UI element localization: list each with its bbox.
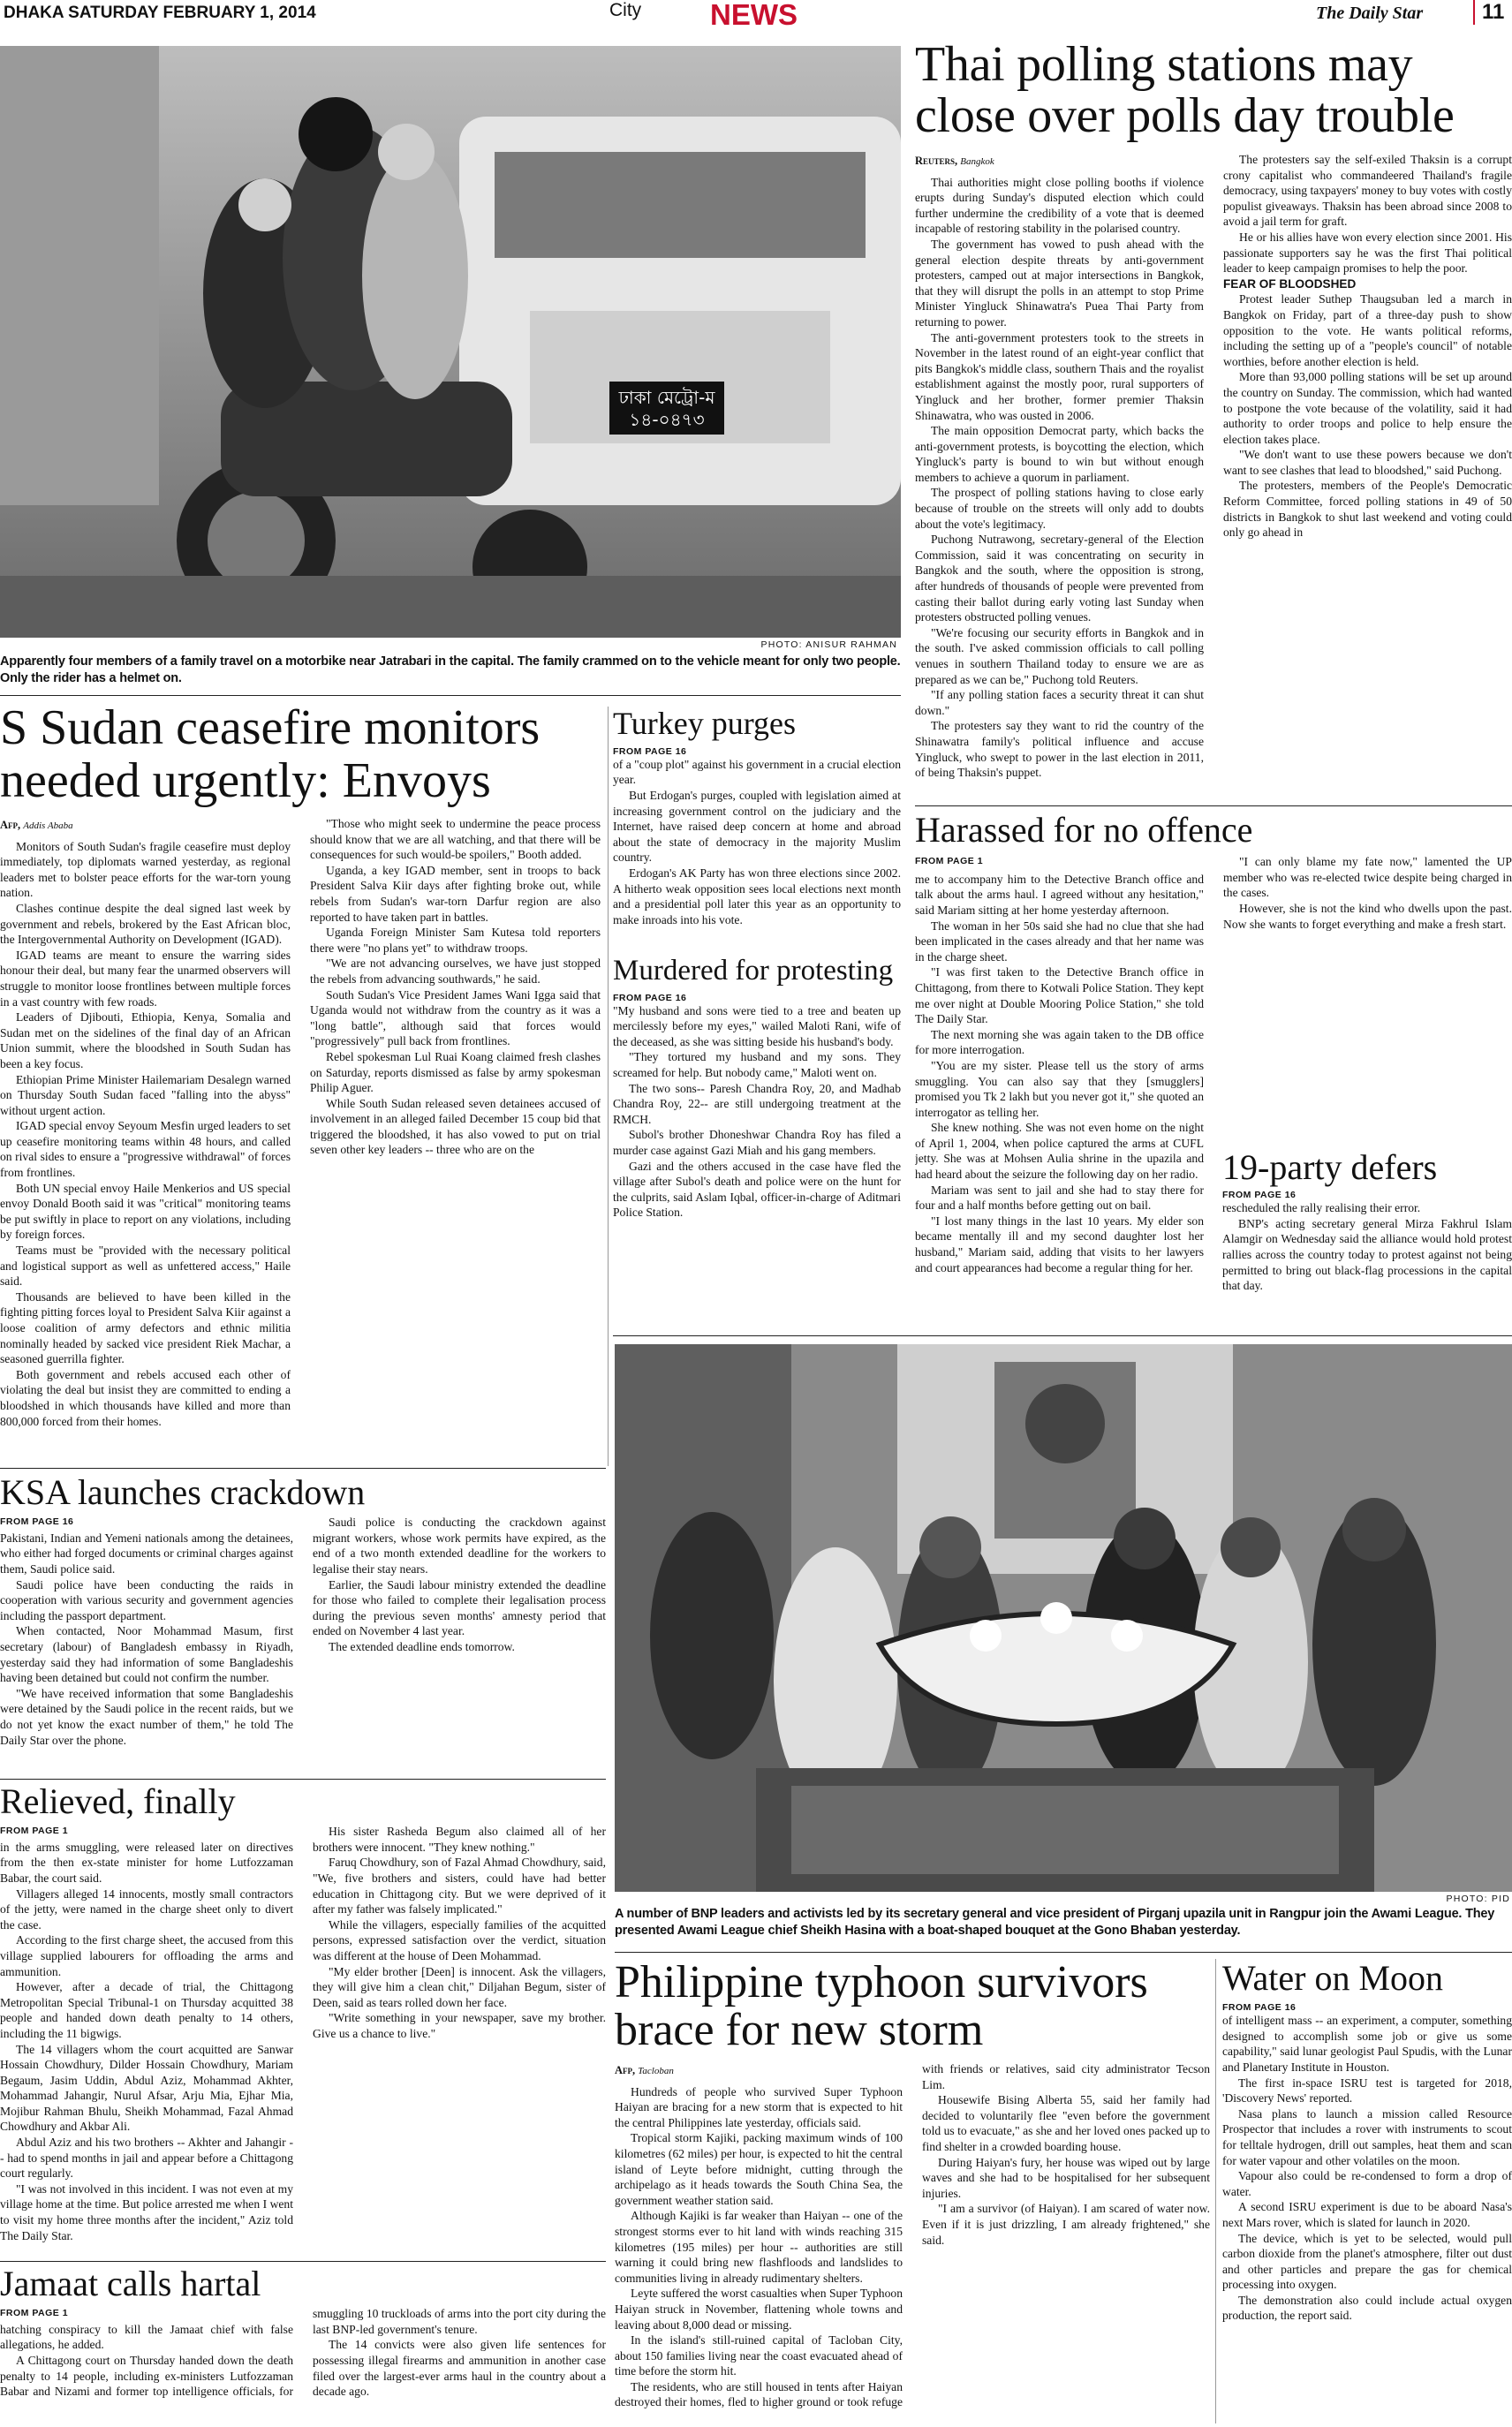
jump-label: FROM PAGE 1 [0, 2308, 69, 2319]
divider [0, 2261, 606, 2262]
paragraph: Monitors of South Sudan's fragile ceasefire must deploy immediately, top diplomats warned yesterday, as regional leaders met to bolster peace efforts for the war-torn young nation. [0, 839, 291, 900]
paragraph: Saudi police is conducting the crackdown against migrant workers, whose work permits have expired, as the end of a two month extended deadline for the workers to legalise their stay nears. [313, 1516, 606, 1576]
headline: Turkey purges [613, 707, 797, 741]
headline: 19-party defers [1222, 1148, 1438, 1187]
paragraph: "We don't want to use these powers because we don't want to see clashes that lead to bloodshed," said Puchong. [1223, 448, 1512, 477]
paragraph: "We're focusing our security efforts in Bangkok and in the south. I've asked commission officials to call polling venues in southern Thailand today to ensure we are as prepared as we can be," Puchong told Reuters. [915, 625, 1204, 686]
paragraph: Thai authorities might close polling booths if violence erupts during Sunday's disputed election which could further undermine the credibility of a vote that is deemed incapable of restoring stability in the polarised country. [915, 175, 1204, 236]
paragraph: Puchong Nutrawong, secretary-general of the Election Commission, said it was concentrating on security in Bangkok and the south, where the opposition is strong, after hundreds of thousands of people were prevented from casting their ballot during early voting last Sunday when protesters obstructed polling venues. [915, 533, 1204, 624]
paragraph: The 14 convicts were also given life sentences for possessing illegal firearms and ammunition in another case filed over the largest-ever arms haul in the country about a decade ago. [313, 2338, 606, 2399]
paragraph: A Chittagong court on Thursday handed down the death penalty to 14 people, including ex-ministers Lutfozzaman Babar and Nizami and former top intelligence officials, for smuggling 10 truckloads of arms into the port city during the last BNP-led government's tenure. [0, 2307, 606, 2399]
paragraph: The demonstration also could include actual oxygen production, the report said. [1222, 2293, 1512, 2323]
article-body [0, 816, 601, 1434]
newspaper-logo: The Daily Star [1316, 4, 1424, 23]
paragraph: However, she is not the kind who dwells upon the past. Now she wants to forget everything and make a fresh start. [1223, 901, 1512, 931]
paragraph: "You are my sister. Please tell us the story of arms smuggling. You can also say that they [smugglers] promised you Tk 2 lakh but you never got it," she quoted an interrogator as telling her. [915, 1058, 1204, 1119]
jump-label: FROM PAGE 1 [915, 856, 984, 867]
column-rule [1215, 1959, 1216, 2423]
paragraph: The anti-government protesters took to the streets in November in the latest round of an eight-year conflict that pits Bangkok's middle class, southern Thais and the royalist establishment against the mostly poor, rural supporters of Yingluck and her brother, former premier Thaksin Shinawatra, who was ousted in 2006. [915, 330, 1204, 422]
paragraph: Both UN special envoy Haile Menkerios and US special envoy Donald Booth said it was "critical" monitoring teams be put swiftly in place to report on any violations, including by foreign forces. [0, 1181, 291, 1242]
paragraph: "I am a survivor (of Haiyan). I am scared of water now. Even if it is just drizzling, I am already frightened," she said. [922, 2202, 1210, 2247]
paragraph: Nasa plans to launch a mission called Resource Prospector that includes a rover with instruments to scout for telltale hydrogen, drill out samples, heat them and scan for water vapour and other volatiles on the moon. [1222, 2106, 1512, 2167]
section-name: City [609, 0, 642, 20]
paragraph: IGAD special envoy Seyoum Mesfin urged leaders to set up ceasefire monitoring teams within 48 hours, and called on rival sides to ensure a "progressive withdrawal" of forces from frontlines. [0, 1119, 291, 1180]
paragraph: in the arms smuggling, were released later on directives from the then ex-state minister for home Lutfozzaman Babar, the court said. [0, 1840, 293, 1885]
paragraph: The main opposition Democrat party, which backs the anti-government protests, is boycotting the election, which Yingluck's party is bound to win but without enough members to achieve a quorum in parliament. [915, 424, 1204, 484]
paragraph: The residents, who are still housed in tents after Haiyan destroyed their homes, fled to higher ground or took refuge with friends or relatives, said city administrator Tecson Lim. [615, 2062, 1210, 2409]
paragraph: of intelligent mass -- an experiment, a computer, something designed to accomplish some job or give us some capability," said lunar geologist Paul Spudis, with the Lunar and Planetary Institute in Houston. [1222, 2014, 1512, 2074]
headline: Harassed for no offence [915, 811, 1253, 850]
paragraph: "Those who might seek to undermine the peace process should know that we are all watching, and that there will be consequences for such would-be spoilers," Booth added. [310, 817, 601, 862]
article-body [613, 1003, 901, 1221]
paragraph: He or his allies have won every election since 2001. His passionate supporters say he was the first Thai political leader to keep campaign promises to help the poor. [1223, 230, 1512, 276]
headline: Water on Moon [1222, 1959, 1444, 1998]
article-body [0, 1515, 606, 1771]
paragraph: Mariam was sent to jail and she had to stay there for four and a half months before getting out on bail. [915, 1183, 1204, 1213]
paragraph: In the island's still-ruined capital of Tacloban City, about 150 families living near the coast evacuated ahead of time before the storm hit. [615, 2333, 903, 2378]
paragraph: The two sons-- Paresh Chandra Roy, 20, and Madhab Chandra Roy, 22-- are still undergoing treatment at the RMCH. [613, 1081, 901, 1126]
paragraph: The protesters say the self-exiled Thaksin is a corrupt crony capitalist who commandeered Thailand's fragile democracy, using taxpayers' money to buy votes with costly populist giveaways. Thaksin has been abroad since 2008 to avoid a jail term for graft. [1223, 153, 1512, 229]
paragraph: "I can only blame my fate now," lamented the UP member who was re-elected twice despite being charged in the cases. [1223, 855, 1512, 900]
party-article [1222, 1148, 1512, 1334]
paragraph: His sister Rasheda Begum also claimed all of her brothers were innocent. "They knew nothing." [313, 1825, 606, 1854]
paragraph: South Sudan's Vice President James Wani Igga said that Uganda would not withdraw from the country as it was a "long battle", although said that forces would "progressively" pull back from frontlines. [310, 987, 601, 1048]
column-rule [608, 707, 609, 1466]
article-body [0, 2306, 606, 2424]
byline: Afp, Addis Ababa [0, 819, 73, 831]
paragraph: Housewife Bising Alberta 55, said her family had decided to voluntarily flee "even before the government told us to evacuate," as she and her loved ones packed up to find shelter in a crowded boarding house. [922, 2093, 1210, 2153]
article-body [1222, 2013, 1512, 2324]
paragraph: The 14 villagers whom the court acquitted are Sanwar Hossain Chowdhury, Dilder Hossain Chowdhury, Mariam Begaum, Jasim Uddin, Abdul Aziz, Mohammad Akhter, Mohammad Jahangir, Nurul Afsar, Arju Mia, Ejhar Mia, Mojibur Rahman Bhulu, Sheikh Mohammad, Fazal Ahmad Chowdhury and Akbar Ali. [0, 2042, 293, 2134]
paragraph: hatching conspiracy to kill the Jamaat chief with false allegations, he added. [0, 2322, 293, 2352]
turkey-article [613, 707, 901, 976]
paragraph: Erdogan's AK Party has won three elections since 2002. A hitherto weak opposition sees local elections next month and a presidential poll later this year as an opportunity to make inroads into his vote. [613, 866, 901, 926]
dateline: DHAKA SATURDAY FEBRUARY 1, 2014 [4, 4, 316, 22]
section-label: NEWS [710, 0, 798, 31]
paragraph: Both government and rebels accused each other of violating the deal but insist they are committed to ending a bloodshed in which thousands have killed and more than 800,000 forced from their homes. [0, 1367, 291, 1428]
paragraph: More than 93,000 polling stations will be set up around the country on Sunday. The commission, which had wanted to postpone the vote because of the volatility, said it had authority to order troops and police to help ensure the election takes place. [1223, 370, 1512, 446]
paragraph: Leyte suffered the worst casualties when Super Typhoon Haiyan struck in November, flattening whole towns and leaving about 8,000 dead or missing. [615, 2287, 903, 2332]
page-header [0, 0, 1512, 32]
svg-text:ঢাকা মেট্রো-ম: ঢাকা মেট্রো-ম [618, 387, 715, 408]
paragraph: "They tortured my husband and my sons. They screamed for help. But nobody came," Maloti went on. [613, 1050, 901, 1079]
article-body [0, 1824, 606, 2253]
paragraph: Saudi police have been conducting the raids in cooperation with various security and government agencies including the passport department. [0, 1577, 293, 1622]
jump-label: FROM PAGE 16 [613, 745, 687, 757]
paragraph: Clashes continue despite the deal signed last week by government and rebels, brokered by the East African bloc, the Intergovernmental Authority on Development (IGAD). [0, 901, 291, 947]
paragraph: Protest leader Suthep Thaugsuban led a march in Bangkok on Friday, part of a three-day push to show opposition to the vote. He wants political reforms, including the setting up of a "people's council" of notable worthies, before another election is held. [1223, 292, 1512, 368]
paragraph: When contacted, Noor Mohammad Masum, first secretary (labour) of Bangladesh embassy in Riyadh, yesterday said they had information of some Bangladeshis having been detained but could not confirm the number. [0, 1624, 293, 1685]
photo-credit: PHOTO: PID [1446, 1894, 1510, 1904]
paragraph: The extended deadline ends tomorrow. [329, 1639, 515, 1653]
subhead: FEAR OF BLOODSHED [1223, 276, 1357, 291]
paragraph: Earlier, the Saudi labour ministry extended the deadline for those who failed to complete their legalisation process during the previous seven months' amnesty period that ended on November 4 last year. [313, 1577, 606, 1638]
paragraph: The device, which is yet to be selected, would pull carbon dioxide from the planet's atmosphere, filter out dust and other particles and prepare the gas for chemical processing into oxygen. [1222, 2231, 1512, 2292]
article-body [613, 757, 901, 928]
paragraph: According to the first charge sheet, the accused from this village supplied labourers for offloading the arms and ammunition. [0, 1933, 293, 1978]
paragraph: Ethiopian Prime Minister Hailemariam Desalegn warned on Thursday South Sudan faced "falling into the abyss" without urgent action. [0, 1072, 291, 1117]
bouquet-photo [615, 1344, 1512, 1892]
paragraph: "I was not involved in this incident. I was not even at my village home at the time. But police arrested me when I went to visit my home three months after the incident," Aziz told The Daily Star. [0, 2181, 293, 2242]
relieved-article [0, 1782, 606, 2259]
paragraph: But Erdogan's purges, coupled with legislation aimed at increasing government control on the judiciary and the Internet, have raised deep concern at home and abroad about the state of democracy in the majority Muslim country. [613, 789, 901, 865]
paragraph: The first in-space ISRU test is targeted for 2018, 'Discovery News' reported. [1222, 2075, 1512, 2106]
jump-label: FROM PAGE 16 [1222, 2002, 1297, 2014]
paragraph: A second ISRU experiment is due to be aboard Nasa's next Mars rover, which is slated for launch in 2020. [1222, 2200, 1512, 2229]
paragraph: IGAD teams are meant to ensure the warring sides honour their deal, but many fear the unarmed observers will struggle to monitor loose frontlines between multiple forces in a vast country with few roads. [0, 948, 291, 1009]
page-number: 11 [1473, 0, 1504, 25]
photo-caption: A number of BNP leaders and activists led by its secretary general and vice president of Pirganj upazila unit in Rangpur join the Awami League. They presented Awami League chief Sheikh Hasina with a boat-shaped bouquet at the Gono Bhaban yesterday. [615, 1907, 1495, 1938]
headline: S Sudan ceasefire monitors needed urgently: Envoys [0, 701, 541, 808]
paragraph: "If any polling station faces a security threat it can shut down." [915, 688, 1204, 717]
paragraph: Hundreds of people who survived Super Typhoon Haiyan are bracing for a new storm that is expected to hit the central Philippines late yesterday, officials said. [615, 2084, 903, 2129]
paragraph: Teams must be "provided with the necessary political and logistical support as well as unfettered access," Haile said. [0, 1244, 291, 1289]
typhoon-article [615, 1959, 1210, 2427]
paragraph: of a "coup plot" against his government in a crucial election year. [613, 757, 901, 787]
paragraph: BNP's acting secretary general Mirza Fakhrul Islam Alamgir on Wednesday said the alliance would hold protest rallies across the country today to protest against not being permitted to bring out black-flag processions in the capital that day. [1222, 1216, 1512, 1293]
paragraph: While South Sudan released seven detainees accused of involvement in an alleged failed December 15 coup bid that triggered the bloodshed, it has also vowed to put on trial seven other key leaders -- three who are on the [310, 1096, 601, 1157]
divider [613, 1335, 1512, 1336]
murdered-article [613, 956, 901, 1327]
byline: Afp, Tacloban [615, 2064, 674, 2076]
divider [0, 695, 901, 696]
divider [615, 1952, 1512, 1953]
paragraph: "My elder brother [Deen] is innocent. Ask the villagers, they will give him a clean chit," Diljahan Begum, sister of Deen, said as tears rolled down her face. [313, 1964, 606, 2009]
paragraph: She knew nothing. She was not even home on the night of April 1, 2004, when police captured the arms at CUFL jetty. She was at Mohsen Aulia shrine in the upazila and had heard about the seizure the following day on her radio. [915, 1121, 1204, 1182]
paragraph: Uganda, a key IGAD member, sent in troops to back President Salva Kiir days after fighting broke out, while rebels from Sudan's war-torn Darfur region are also reported to have taken part in battles. [310, 863, 601, 924]
jump-label: FROM PAGE 16 [1222, 1190, 1297, 1201]
headline: Thai polling stations may close over polls day trouble [915, 39, 1455, 143]
article-body [1222, 1200, 1512, 1294]
article-body [615, 2061, 1210, 2423]
bouquet-photo-illustration [615, 1344, 1512, 1892]
svg-text:১৪-০৪৭৩: ১৪-০৪৭৩ [629, 409, 705, 430]
paragraph: "We are not advancing ourselves, we have just stopped the rebels from advancing southwards," he said. [310, 956, 601, 986]
paragraph: Abdul Aziz and his two brothers -- Akhter and Jahangir -- had to spend months in jail and appear before a Chittagong court regularly. [0, 2136, 293, 2181]
paragraph: Pakistani, Indian and Yemeni nationals among the detainees, who either had forged documents or criminal charges against them, Saudi police said. [0, 1531, 293, 1576]
paragraph: Villagers alleged 14 innocents, mostly small contractors of the jetty, were named in the charge sheet only to divert the case. [0, 1886, 293, 1932]
photo-credit: PHOTO: ANISUR RAHMAN [760, 639, 897, 650]
motorbike-family-photo [0, 46, 901, 638]
byline: Reuters, Bangkok [915, 155, 994, 167]
paragraph: While the villagers, especially families of the acquitted persons, expressed satisfaction over the verdict, situation was different at the house of Deen Mohammad. [313, 1917, 606, 1962]
paragraph: Uganda Foreign Minister Sam Kutesa told reporters there were "no plans yet" to withdraw troops. [310, 926, 601, 955]
headline: Philippine typhoon survivors brace for new storm [615, 1959, 1148, 2055]
photo-caption: Apparently four members of a family travel on a motorbike near Jatrabari in the capital. The family crammed on to the vehicle meant for only two people. Only the rider has a helmet on. [0, 654, 901, 685]
paragraph: Rebel spokesman Lul Ruai Koang claimed fresh clashes on Saturday, reports dismissed as false by army spokesman Philip Aguer. [310, 1049, 601, 1095]
paragraph: "My husband and sons were tied to a tree and beaten up mercilessly before my eyes," wailed Maloti Rani, wife of the deceased, as she was sitting beside his husband's body. [613, 1003, 901, 1048]
headline: Murdered for protesting [613, 956, 894, 987]
jump-label: FROM PAGE 16 [0, 1516, 74, 1528]
paragraph: The prospect of polling stations having to close early because of trouble on the streets will only add to doubts about the vote's legitimacy. [915, 486, 1204, 531]
paragraph: Faruq Chowdhury, son of Fazal Ahmad Chowdhury, said, "We, five brothers and sisters, could have had better education in Chittagong city. But we were deprived of it after my father was falsely implicated." [313, 1856, 606, 1917]
headline: KSA launches crackdown [0, 1473, 366, 1512]
paragraph: During Haiyan's fury, her house was wiped out by large waves and she had to be hospitalised for her subsequent injuries. [922, 2155, 1210, 2200]
paragraph: The protesters, members of the People's Democratic Reform Committee, forced polling stations in 49 of 50 districts in Bangkok to shut last weekend and voting could only go ahead in [1223, 479, 1512, 540]
paragraph: The protesters say they want to rid the country of the Shinawatra family's political influence and accuse Yingluck, who swept to power in the last election in 2011, of being Thaksin's puppet. [915, 719, 1204, 780]
divider [915, 805, 1512, 806]
paragraph: "We have received information that some Bangladeshis were detained by the Saudi police in the recent raids, but we do not yet know the exact number of them," he told The Daily Star over the phone. [0, 1686, 293, 1747]
paragraph: However, after a decade of trial, the Chittagong Metropolitan Special Tribunal-1 on Thursday acquitted 38 people and handed down death penalty to 14 others, including the 11 bigwigs. [0, 1980, 293, 2040]
motorbike-photo-illustration [0, 46, 901, 638]
paragraph: "I was first taken to the Detective Branch office in Chittagong, from there to Kotwali Police Station. They kept me over night at Double Mooring Police Station," she told The Daily Star. [915, 965, 1204, 1026]
divider [0, 1779, 606, 1780]
thai-article [915, 39, 1512, 802]
jump-label: FROM PAGE 16 [613, 992, 687, 1003]
paragraph: Leaders of Djibouti, Ethiopia, Kenya, Somalia and Sudan met on the sidelines of the final day of an African Union summit, where the bloodshed in South Sudan has been a key focus. [0, 1010, 291, 1070]
moon-article [1222, 1959, 1512, 2427]
headline: Relieved, finally [0, 1782, 236, 1821]
ksa-article [0, 1473, 606, 1777]
paragraph: Vapour also could be re-condensed to form a drop of water. [1222, 2169, 1512, 2198]
paragraph: Thousands are believed to have been killed in the fighting pitting forces loyal to President Salva Kiir against a loose coalition of army defectors and ethnic militia nominally headed by sacked vice president Riek Machar, a seasoned guerrilla fighter. [0, 1289, 291, 1366]
paragraph: The woman in her 50s said she had no clue that she had been implicated in the cases already and that her name was in the charge sheet. [915, 919, 1204, 964]
paragraph: Subol's brother Dhoneshwar Chandra Roy has filed a murder case against Gazi Miah and his gang members. [613, 1128, 901, 1157]
headline: Jamaat calls hartal [0, 2264, 261, 2303]
paragraph: "I lost many things in the last 10 years. My elder son became mentally ill and my second daughter lost her husband," Mariam said, adding that visits to her lawyers and court appearances had become a regular thing for her. [915, 1214, 1204, 1274]
paragraph: The government has vowed to push ahead with the general election despite threats by anti-government protesters, camped out at major intersections in Bangkok, that they will disrupt the polls in an attempt to stop Prime Minister Yingluck Shinawatra's Puea Thai Party from returning to power. [915, 237, 1204, 329]
paragraph: me to accompany him to the Detective Branch office and talk about the arms haul. I agreed without any hesitation," said Mariam sitting at her home yesterday afternoon. [915, 872, 1204, 917]
divider [0, 1468, 606, 1469]
paragraph: The next morning she was again taken to the DB office for more interrogation. [915, 1027, 1204, 1057]
paragraph: Although Kajiki is far weaker than Haiyan -- one of the strongest storms ever to hit land with winds reaching 315 kilometres (195 miles) per hour -- authorities are still warning it could bring new flashfloods and landslides to communities living in already rudimentary shelters. [615, 2209, 903, 2285]
paragraph: Gazi and the others accused in the case have fled the village after Subol's death and police were on the hunt for the culprits, said Aslam Iqbal, officer-in-charge of Aditmari Police Station. [613, 1159, 901, 1220]
paragraph: Tropical storm Kajiki, packing maximum winds of 100 kilometres (62 miles) per hour, is expected to hit the central island of Leyte before midnight, cutting through the archipelago as it heads towards the South China Sea, the government weather station said. [615, 2131, 903, 2207]
paragraph: "Write something in your newspaper, save my brother. Give us a chance to live." [313, 2011, 606, 2040]
jump-label: FROM PAGE 1 [0, 1826, 69, 1837]
article-body [915, 152, 1512, 788]
paragraph: rescheduled the rally realising their error. [1222, 1201, 1421, 1215]
jamaat-article [0, 2264, 606, 2427]
sudan-article [0, 701, 601, 1466]
